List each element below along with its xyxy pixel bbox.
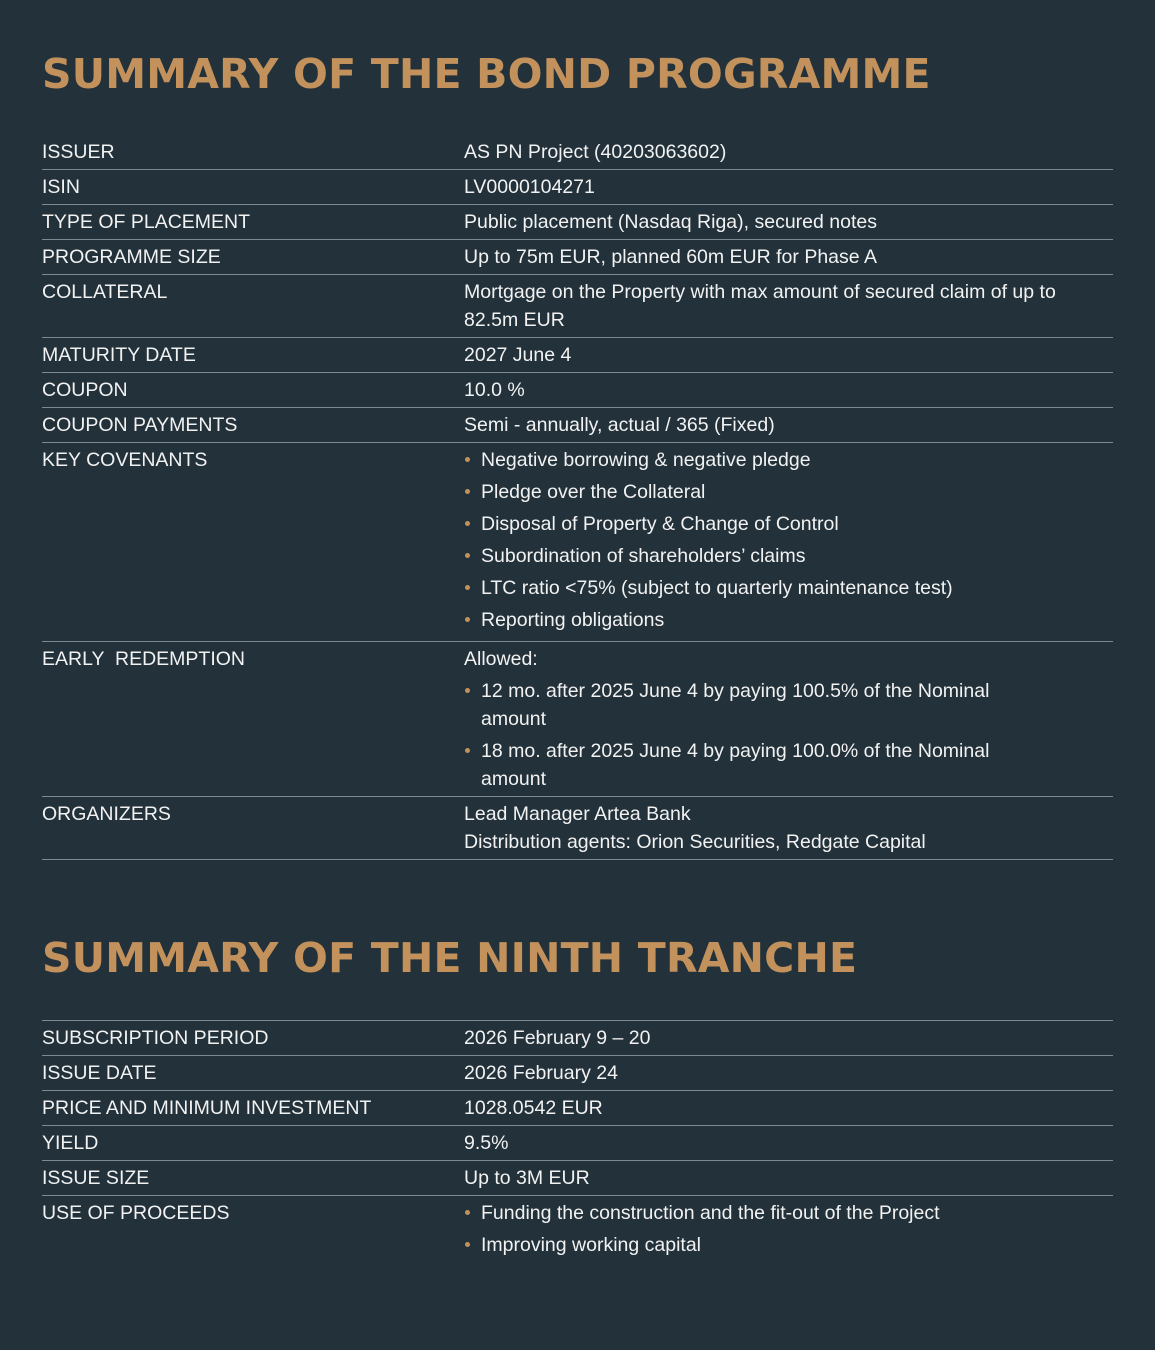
row-label: SUBSCRIPTION PERIOD bbox=[42, 1021, 464, 1056]
proceeds-list bbox=[464, 1199, 1113, 1259]
tranche-title: SUMMARY OF THE NINTH TRANCHE bbox=[42, 934, 858, 982]
row-value: 2026 February 24 bbox=[464, 1056, 1113, 1091]
list-item: Negative borrowing & negative pledge bbox=[464, 446, 1113, 474]
table-row bbox=[42, 642, 1113, 797]
row-label: TYPE OF PLACEMENT bbox=[42, 205, 464, 240]
row-value: Semi - annually, actual / 365 (Fixed) bbox=[464, 408, 1113, 443]
row-label: ISSUER bbox=[42, 135, 464, 170]
row-value: LV0000104271 bbox=[464, 170, 1113, 205]
table-row bbox=[42, 797, 1113, 860]
list-item: Pledge over the Collateral bbox=[464, 478, 1113, 506]
list-item: Funding the construction and the fit-out of the Project bbox=[464, 1199, 1113, 1227]
row-label: PROGRAMME SIZE bbox=[42, 240, 464, 275]
table-row bbox=[42, 135, 1113, 170]
table-row bbox=[42, 1021, 1113, 1056]
redemption-list bbox=[464, 677, 1024, 793]
programme-title: SUMMARY OF THE BOND PROGRAMME bbox=[42, 50, 931, 98]
organizer-line: Lead Manager Artea Bank bbox=[464, 803, 691, 825]
row-value bbox=[464, 443, 1113, 642]
table-row bbox=[42, 373, 1113, 408]
row-label: YIELD bbox=[42, 1126, 464, 1161]
row-label: ISIN bbox=[42, 170, 464, 205]
row-value bbox=[464, 1196, 1113, 1267]
row-value: Up to 75m EUR, planned 60m EUR for Phase A bbox=[464, 240, 1113, 275]
row-label: COUPON PAYMENTS bbox=[42, 408, 464, 443]
table-row bbox=[42, 1056, 1113, 1091]
row-value: 2026 February 9 – 20 bbox=[464, 1021, 1113, 1056]
table-row bbox=[42, 1161, 1113, 1196]
row-value bbox=[464, 797, 1113, 860]
list-item: Reporting obligations bbox=[464, 606, 1113, 634]
row-label: USE OF PROCEEDS bbox=[42, 1202, 230, 1224]
table-row bbox=[42, 408, 1113, 443]
organizer-line: Distribution agents: Orion Securities, Redgate Capital bbox=[464, 831, 926, 853]
programme-table bbox=[42, 135, 1113, 860]
list-item: Subordination of shareholders’ claims bbox=[464, 542, 1113, 570]
table-row bbox=[42, 275, 1113, 338]
table-row bbox=[42, 205, 1113, 240]
row-value bbox=[464, 642, 1113, 797]
row-value: AS PN Project (40203063602) bbox=[464, 135, 1113, 170]
table-row bbox=[42, 170, 1113, 205]
row-label: COLLATERAL bbox=[42, 275, 464, 338]
row-value: Mortgage on the Property with max amount of secured claim of up to 82.5m EUR bbox=[464, 275, 1113, 338]
table-row bbox=[42, 443, 1113, 642]
covenants-list bbox=[464, 446, 1113, 634]
table-row bbox=[42, 1196, 1113, 1267]
table-row bbox=[42, 1091, 1113, 1126]
row-label: KEY COVENANTS bbox=[42, 443, 464, 642]
row-label: MATURITY DATE bbox=[42, 338, 464, 373]
list-item: 18 mo. after 2025 June 4 by paying 100.0% of the Nominal amount bbox=[464, 737, 1024, 793]
list-item: Disposal of Property & Change of Control bbox=[464, 510, 1113, 538]
row-label: COUPON bbox=[42, 373, 464, 408]
row-label: EARLY REDEMPTION bbox=[42, 642, 464, 797]
list-item: Improving working capital bbox=[464, 1231, 1113, 1259]
row-value: Public placement (Nasdaq Riga), secured notes bbox=[464, 205, 1113, 240]
row-label: ISSUE SIZE bbox=[42, 1161, 464, 1196]
row-value: Up to 3M EUR bbox=[464, 1161, 1113, 1196]
row-value: 9.5% bbox=[464, 1126, 1113, 1161]
list-item: 12 mo. after 2025 June 4 by paying 100.5% of the Nominal amount bbox=[464, 677, 1024, 733]
row-label: PRICE AND MINIMUM INVESTMENT bbox=[42, 1091, 464, 1126]
table-row bbox=[42, 240, 1113, 275]
tranche-table bbox=[42, 1020, 1113, 1266]
row-value: 1028.0542 EUR bbox=[464, 1091, 1113, 1126]
row-value: 10.0 % bbox=[464, 373, 1113, 408]
list-item: LTC ratio <75% (subject to quarterly maintenance test) bbox=[464, 574, 1113, 602]
row-value: 2027 June 4 bbox=[464, 338, 1113, 373]
row-label: ISSUE DATE bbox=[42, 1056, 464, 1091]
row-label: ORGANIZERS bbox=[42, 797, 464, 860]
redemption-intro: Allowed: bbox=[464, 648, 538, 670]
table-row bbox=[42, 1126, 1113, 1161]
table-row bbox=[42, 338, 1113, 373]
